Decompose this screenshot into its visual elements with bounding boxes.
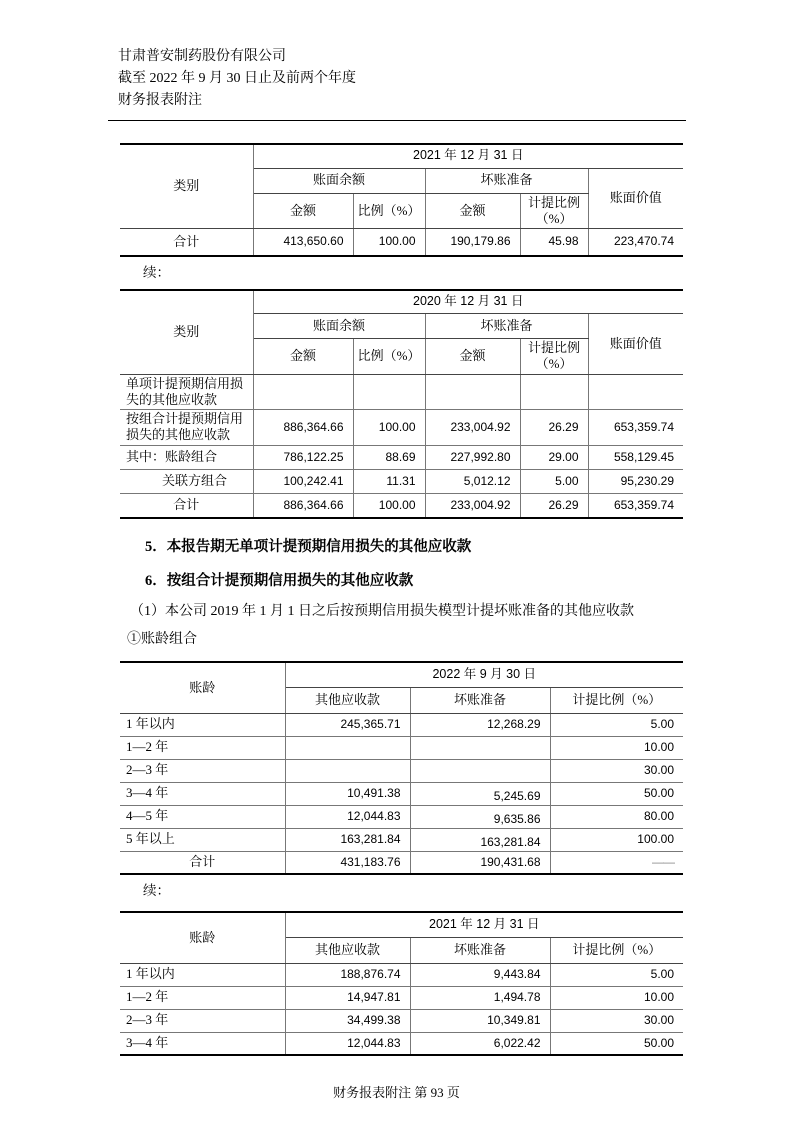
row-label: 关联方组合 bbox=[120, 469, 253, 493]
table-header-row bbox=[120, 662, 683, 687]
cell-provision-ratio: 26.29 bbox=[520, 410, 588, 446]
cell-bad-debt-amount: 227,992.80 bbox=[425, 445, 520, 469]
cell-ratio: 50.00 bbox=[550, 1032, 683, 1055]
cell-receivable: 188,876.74 bbox=[285, 963, 410, 986]
cell-bad-debt: 10,349.81 bbox=[410, 1009, 550, 1032]
table-row bbox=[120, 469, 683, 493]
row-label: 合计 bbox=[120, 229, 253, 256]
col-header-other-receivables: 其他应收款 bbox=[285, 687, 410, 713]
cell-receivable: 14,947.81 bbox=[285, 986, 410, 1009]
cell-bad-debt bbox=[410, 736, 550, 759]
cell-ratio: —— bbox=[550, 851, 683, 874]
col-header-book-value: 账面价值 bbox=[588, 168, 683, 229]
table-row bbox=[120, 713, 683, 736]
table-row bbox=[120, 445, 683, 469]
col-header-aging: 账龄 bbox=[120, 912, 285, 963]
cell-amount: 886,364.66 bbox=[253, 493, 353, 518]
page-footer: 财务报表附注 第 93 页 bbox=[333, 1085, 460, 1100]
cell-receivable bbox=[285, 736, 410, 759]
report-title: 财务报表附注 bbox=[118, 93, 202, 108]
cell-amount: 100,242.41 bbox=[253, 469, 353, 493]
cell-bad-debt: 12,268.29 bbox=[410, 713, 550, 736]
col-header-bad-debt: 坏账准备 bbox=[410, 687, 550, 713]
table-row-total bbox=[120, 493, 683, 518]
cell-bad-debt-amount bbox=[425, 374, 520, 410]
cell-bad-debt-amount: 233,004.92 bbox=[425, 410, 520, 446]
cell-receivable: 12,044.83 bbox=[285, 805, 410, 828]
cell-receivable: 163,281.84 bbox=[285, 828, 410, 851]
header-divider bbox=[108, 120, 686, 121]
table-row bbox=[120, 1032, 683, 1055]
cell-receivable: 34,499.38 bbox=[285, 1009, 410, 1032]
cell-amount bbox=[253, 374, 353, 410]
col-header-bad-debt: 坏账准备 bbox=[425, 168, 588, 193]
col-header-provision-ratio: 计提比例（%） bbox=[550, 937, 683, 963]
cell-book-value bbox=[588, 374, 683, 410]
row-label: 其中：账龄组合 bbox=[120, 445, 253, 469]
cell-provision-ratio bbox=[520, 374, 588, 410]
cell-ratio: 30.00 bbox=[550, 759, 683, 782]
table-row bbox=[120, 1009, 683, 1032]
cell-receivable: 245,365.71 bbox=[285, 713, 410, 736]
row-label: 5 年以上 bbox=[120, 828, 285, 851]
col-header-bad-debt: 坏账准备 bbox=[410, 937, 550, 963]
col-header-amount: 金额 bbox=[253, 193, 353, 229]
row-label: 单项计提预期信用损失的其他应收款 bbox=[120, 374, 253, 410]
table-2022-aging bbox=[120, 661, 683, 875]
cell-ratio: 50.00 bbox=[550, 782, 683, 805]
cell-ratio: 88.69 bbox=[353, 445, 425, 469]
table-row-total bbox=[120, 851, 683, 874]
cell-ratio bbox=[353, 374, 425, 410]
row-label: 3—4 年 bbox=[120, 1032, 285, 1055]
cell-ratio: 100.00 bbox=[353, 410, 425, 446]
cell-book-value: 95,230.29 bbox=[588, 469, 683, 493]
cell-bad-debt-amount: 5,012.12 bbox=[425, 469, 520, 493]
table-row bbox=[120, 759, 683, 782]
row-label: 1—2 年 bbox=[120, 986, 285, 1009]
col-header-date: 2021 年 12 月 31 日 bbox=[285, 912, 683, 937]
cell-amount: 413,650.60 bbox=[253, 229, 353, 256]
cell-book-value: 653,359.74 bbox=[588, 493, 683, 518]
report-period: 截至 2022 年 9 月 30 日止及前两个年度 bbox=[118, 71, 356, 86]
cell-receivable: 12,044.83 bbox=[285, 1032, 410, 1055]
row-label: 1—2 年 bbox=[120, 736, 285, 759]
table-row bbox=[120, 782, 683, 805]
row-label: 2—3 年 bbox=[120, 1009, 285, 1032]
cell-ratio: 10.00 bbox=[550, 986, 683, 1009]
row-label: 合计 bbox=[120, 851, 285, 874]
col-header-aging: 账龄 bbox=[120, 662, 285, 713]
table-2021-aging bbox=[120, 911, 683, 1056]
cell-ratio: 10.00 bbox=[550, 736, 683, 759]
cell-bad-debt-amount: 233,004.92 bbox=[425, 493, 520, 518]
col-header-amount: 金额 bbox=[425, 339, 520, 375]
section-5-heading: 5．本报告期无单项计提预期信用损失的其他应收款 bbox=[145, 539, 472, 555]
col-header-category: 类别 bbox=[120, 144, 253, 229]
cell-ratio: 11.31 bbox=[353, 469, 425, 493]
col-header-bad-debt: 坏账准备 bbox=[425, 314, 588, 339]
cell-ratio: 100.00 bbox=[353, 229, 425, 256]
document-header bbox=[118, 0, 793, 112]
cell-bad-debt: 190,431.68 bbox=[410, 851, 550, 874]
col-header-date: 2020 年 12 月 31 日 bbox=[253, 290, 683, 314]
aging-group-label: ①账龄组合 bbox=[127, 632, 197, 647]
cell-bad-debt: 6,022.42 bbox=[410, 1032, 550, 1055]
cell-receivable: 10,491.38 bbox=[285, 782, 410, 805]
cell-ratio: 5.00 bbox=[550, 713, 683, 736]
cell-amount: 786,122.25 bbox=[253, 445, 353, 469]
cell-ratio: 100.00 bbox=[550, 828, 683, 851]
col-header-provision-ratio: 计提比例（%） bbox=[520, 193, 588, 229]
row-label: 合计 bbox=[120, 493, 253, 518]
col-header-date: 2021 年 12 月 31 日 bbox=[253, 144, 683, 168]
col-header-ratio: 比例（%） bbox=[353, 339, 425, 375]
cell-bad-debt bbox=[410, 759, 550, 782]
cell-bad-debt: 163,281.84 bbox=[410, 828, 550, 851]
cell-ratio: 80.00 bbox=[550, 805, 683, 828]
col-header-provision-ratio: 计提比例（%） bbox=[520, 339, 588, 375]
table-2021-summary bbox=[120, 143, 683, 257]
cell-ratio: 30.00 bbox=[550, 1009, 683, 1032]
table-row bbox=[120, 736, 683, 759]
table-row bbox=[120, 374, 683, 410]
row-label: 2—3 年 bbox=[120, 759, 285, 782]
row-label: 4—5 年 bbox=[120, 805, 285, 828]
cell-bad-debt: 5,245.69 bbox=[410, 782, 550, 805]
row-label: 1 年以内 bbox=[120, 963, 285, 986]
row-label: 3—4 年 bbox=[120, 782, 285, 805]
col-header-ratio: 比例（%） bbox=[353, 193, 425, 229]
col-header-category: 类别 bbox=[120, 290, 253, 375]
table-row bbox=[120, 410, 683, 446]
row-label: 按组合计提预期信用损失的其他应收款 bbox=[120, 410, 253, 446]
cell-bad-debt: 9,635.86 bbox=[410, 805, 550, 828]
continued-label: 续： bbox=[143, 883, 170, 898]
row-label: 1 年以内 bbox=[120, 713, 285, 736]
cell-book-value: 223,470.74 bbox=[588, 229, 683, 256]
table-row-total bbox=[120, 229, 683, 256]
cell-receivable bbox=[285, 759, 410, 782]
cell-receivable: 431,183.76 bbox=[285, 851, 410, 874]
table-row bbox=[120, 828, 683, 851]
company-name: 甘肃普安制药股份有限公司 bbox=[118, 49, 286, 64]
col-header-amount: 金额 bbox=[253, 339, 353, 375]
cell-book-value: 558,129.45 bbox=[588, 445, 683, 469]
cell-amount: 886,364.66 bbox=[253, 410, 353, 446]
cell-ratio: 100.00 bbox=[353, 493, 425, 518]
section-6-heading: 6．按组合计提预期信用损失的其他应收款 bbox=[145, 573, 414, 589]
table-header-row bbox=[120, 290, 683, 314]
col-header-other-receivables: 其他应收款 bbox=[285, 937, 410, 963]
col-header-book-value: 账面价值 bbox=[588, 314, 683, 375]
cell-bad-debt-amount: 190,179.86 bbox=[425, 229, 520, 256]
cell-provision-ratio: 29.00 bbox=[520, 445, 588, 469]
table-header-row bbox=[120, 144, 683, 168]
col-header-book-balance: 账面余额 bbox=[253, 314, 425, 339]
cell-provision-ratio: 5.00 bbox=[520, 469, 588, 493]
cell-ratio: 5.00 bbox=[550, 963, 683, 986]
cell-book-value: 653,359.74 bbox=[588, 410, 683, 446]
table-row bbox=[120, 963, 683, 986]
cell-provision-ratio: 26.29 bbox=[520, 493, 588, 518]
col-header-date: 2022 年 9 月 30 日 bbox=[285, 662, 683, 687]
continued-label: 续： bbox=[143, 264, 170, 280]
section-6-subitem-1: （1）本公司 2019 年 1 月 1 日之后按预期信用损失模型计提坏账准备的其他应收款 bbox=[130, 604, 634, 619]
table-row bbox=[120, 805, 683, 828]
cell-bad-debt: 9,443.84 bbox=[410, 963, 550, 986]
table-header-row bbox=[120, 912, 683, 937]
cell-bad-debt: 1,494.78 bbox=[410, 986, 550, 1009]
table-2020-summary bbox=[120, 289, 683, 520]
col-header-book-balance: 账面余额 bbox=[253, 168, 425, 193]
cell-provision-ratio: 45.98 bbox=[520, 229, 588, 256]
table-row bbox=[120, 986, 683, 1009]
col-header-amount: 金额 bbox=[425, 193, 520, 229]
col-header-provision-ratio: 计提比例（%） bbox=[550, 687, 683, 713]
